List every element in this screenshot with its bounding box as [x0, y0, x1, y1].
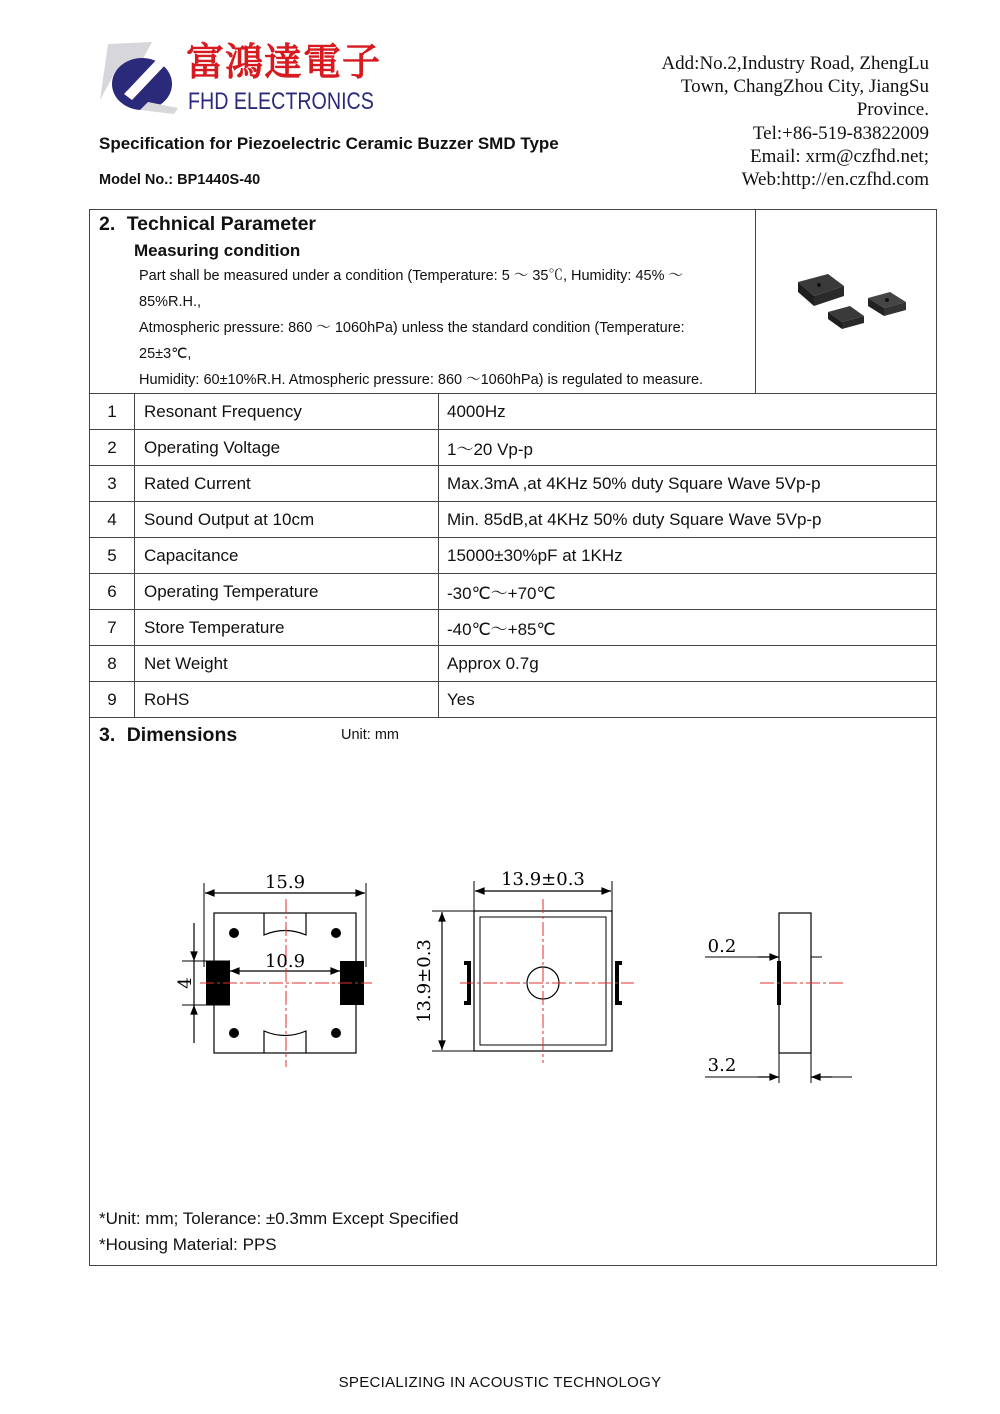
param-number: 6: [90, 574, 135, 610]
param-number: 7: [90, 610, 135, 646]
table-row: [90, 646, 937, 682]
section3-number: 3.: [99, 724, 116, 746]
param-value: Approx 0.7g: [439, 646, 938, 682]
param-name: Capacitance: [135, 538, 439, 574]
product-photo: [756, 210, 938, 393]
product-photo-cell: [755, 210, 938, 393]
param-name: Sound Output at 10cm: [135, 502, 439, 538]
param-value: -40℃～+85℃: [439, 610, 938, 646]
param-number: 5: [90, 538, 135, 574]
param-value: Yes: [439, 682, 938, 718]
table-row: [90, 538, 937, 574]
measuring-line: 25±3℃,: [139, 346, 192, 362]
model-number: Model No.: BP1440S-40: [99, 172, 261, 188]
web-line: Web:http://en.czfhd.com: [741, 169, 929, 191]
param-number: 9: [90, 682, 135, 718]
param-number: 2: [90, 430, 135, 466]
param-value: Min. 85dB,at 4KHz 50% duty Square Wave 5Vp-p: [439, 502, 938, 538]
param-name: Store Temperature: [135, 610, 439, 646]
param-name: Operating Temperature: [135, 574, 439, 610]
measuring-line: Humidity: 60±10%R.H. Atmospheric pressure: 860 ～1060hPa) is regulated to measure.: [139, 372, 704, 388]
tolerance-note: *Unit: mm; Tolerance: ±0.3mm Except Specified: [99, 1209, 459, 1228]
dim-thin-label: 0.2: [707, 936, 737, 957]
dim-side-height-label: 13.9±0.3: [414, 939, 435, 1023]
param-number: 1: [90, 394, 135, 430]
tel-line: Tel:+86-519-83822009: [752, 122, 929, 144]
section3-heading: [99, 724, 237, 747]
param-number: 8: [90, 646, 135, 682]
section3-title: Dimensions: [126, 724, 238, 746]
company-logo: [98, 38, 182, 116]
address-line: Province.: [856, 99, 929, 121]
param-number: 4: [90, 502, 135, 538]
section2-heading: [99, 213, 316, 236]
measuring-line: Atmospheric pressure: 860 ～ 1060hPa) unless the standard condition (Temperature:: [139, 320, 685, 336]
table-row: [90, 610, 937, 646]
param-name: RoHS: [135, 682, 439, 718]
dim-top-width-label: 13.9±0.3: [501, 869, 585, 890]
dim-pad-label: 4: [175, 977, 196, 989]
param-value: 4000Hz: [439, 394, 938, 430]
dimension-drawing: [150, 855, 870, 1095]
dim-inner-label: 10.9: [264, 951, 306, 972]
housing-material-note: *Housing Material: PPS: [99, 1235, 277, 1254]
param-name: Net Weight: [135, 646, 439, 682]
param-number: 3: [90, 466, 135, 502]
email-line: Email: xrm@czfhd.net;: [750, 145, 929, 167]
param-value: 15000±30%pF at 1KHz: [439, 538, 938, 574]
page-footer: SPECIALIZING IN ACOUSTIC TECHNOLOGY: [338, 1374, 662, 1391]
technical-parameter-section: [90, 210, 755, 393]
measuring-condition-title: Measuring condition: [134, 241, 301, 260]
param-value: -30℃～+70℃: [439, 574, 938, 610]
dimension-unit: Unit: mm: [341, 727, 399, 743]
address-line: Add:No.2,Industry Road, ZhengLu: [661, 53, 929, 74]
dim-width-label: 15.9: [264, 872, 306, 893]
table-row: [90, 430, 937, 466]
parameter-table: [90, 393, 937, 718]
dim-thickness-label: 3.2: [707, 1055, 737, 1076]
measuring-line: Part shall be measured under a condition (Temperature: 5 ～ 35℃, Humidity: 45% ～: [139, 268, 684, 284]
param-name: Resonant Frequency: [135, 394, 439, 430]
table-row: [90, 466, 937, 502]
company-name-cn: 富鴻達電子: [186, 40, 382, 84]
table-row: [90, 574, 937, 610]
param-name: Rated Current: [135, 466, 439, 502]
section2-number: 2.: [99, 213, 116, 235]
company-address: [661, 52, 929, 191]
spec-title: Specification for Piezoelectric Ceramic Buzzer SMD Type: [99, 134, 559, 153]
company-name-en: FHD ELECTRONICS: [188, 88, 374, 115]
param-value: 1～20 Vp-p: [439, 430, 938, 466]
table-row: [90, 502, 937, 538]
address-line: Town, ChangZhou City, JiangSu: [680, 76, 929, 98]
measuring-line: 85%R.H.,: [139, 294, 202, 310]
table-row: [90, 394, 937, 430]
table-row: [90, 682, 937, 718]
measuring-condition-text: [139, 263, 745, 393]
param-name: Operating Voltage: [135, 430, 439, 466]
param-value: Max.3mA ,at 4KHz 50% duty Square Wave 5Vp-p: [439, 466, 938, 502]
section2-title: Technical Parameter: [126, 213, 317, 235]
